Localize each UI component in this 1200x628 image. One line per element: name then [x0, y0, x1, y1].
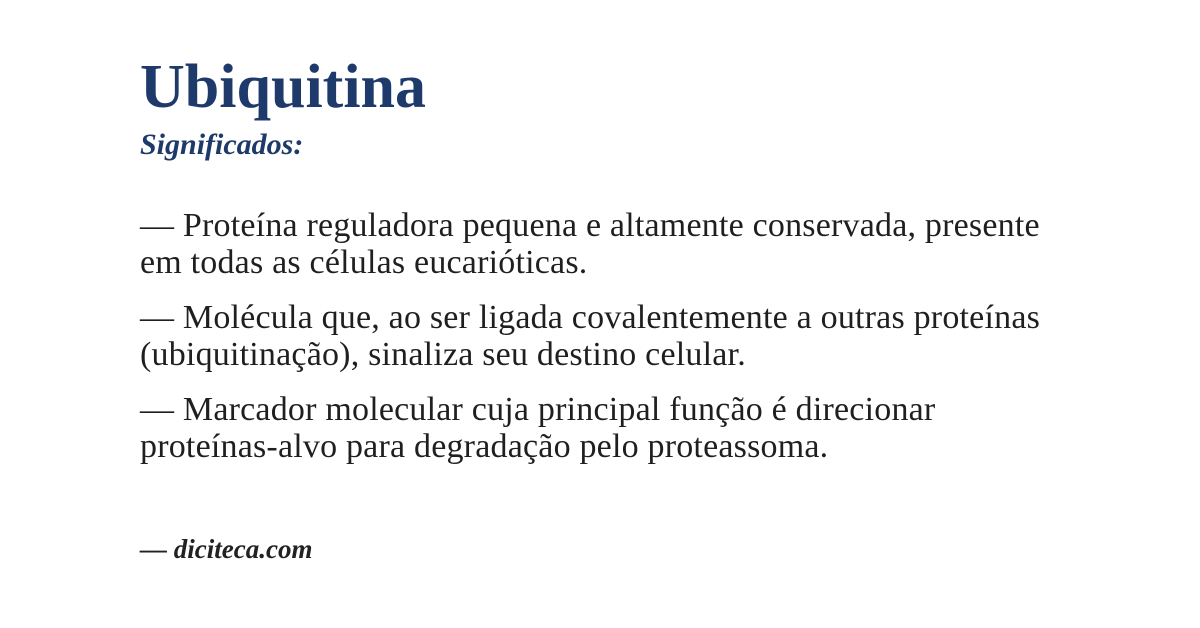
definition-item-3: — Marcador molecular cuja principal função é direcionar proteínas-alvo para degradação pelo proteassoma.: [140, 390, 936, 465]
page-title: Ubiquitina: [140, 53, 427, 121]
attribution-source: — diciteca.com: [140, 534, 313, 564]
definition-item-1: — Proteína reguladora pequena e altamente conservada, presente em todas as células eucarióticas.: [140, 207, 1040, 282]
definitions-list: [140, 207, 1070, 465]
definition-item-2: — Molécula que, ao ser ligada covalentemente a outras proteínas (ubiquitinação), sinaliza seu destino celular.: [140, 298, 1041, 374]
subtitle-significados: Significados:: [140, 128, 304, 161]
